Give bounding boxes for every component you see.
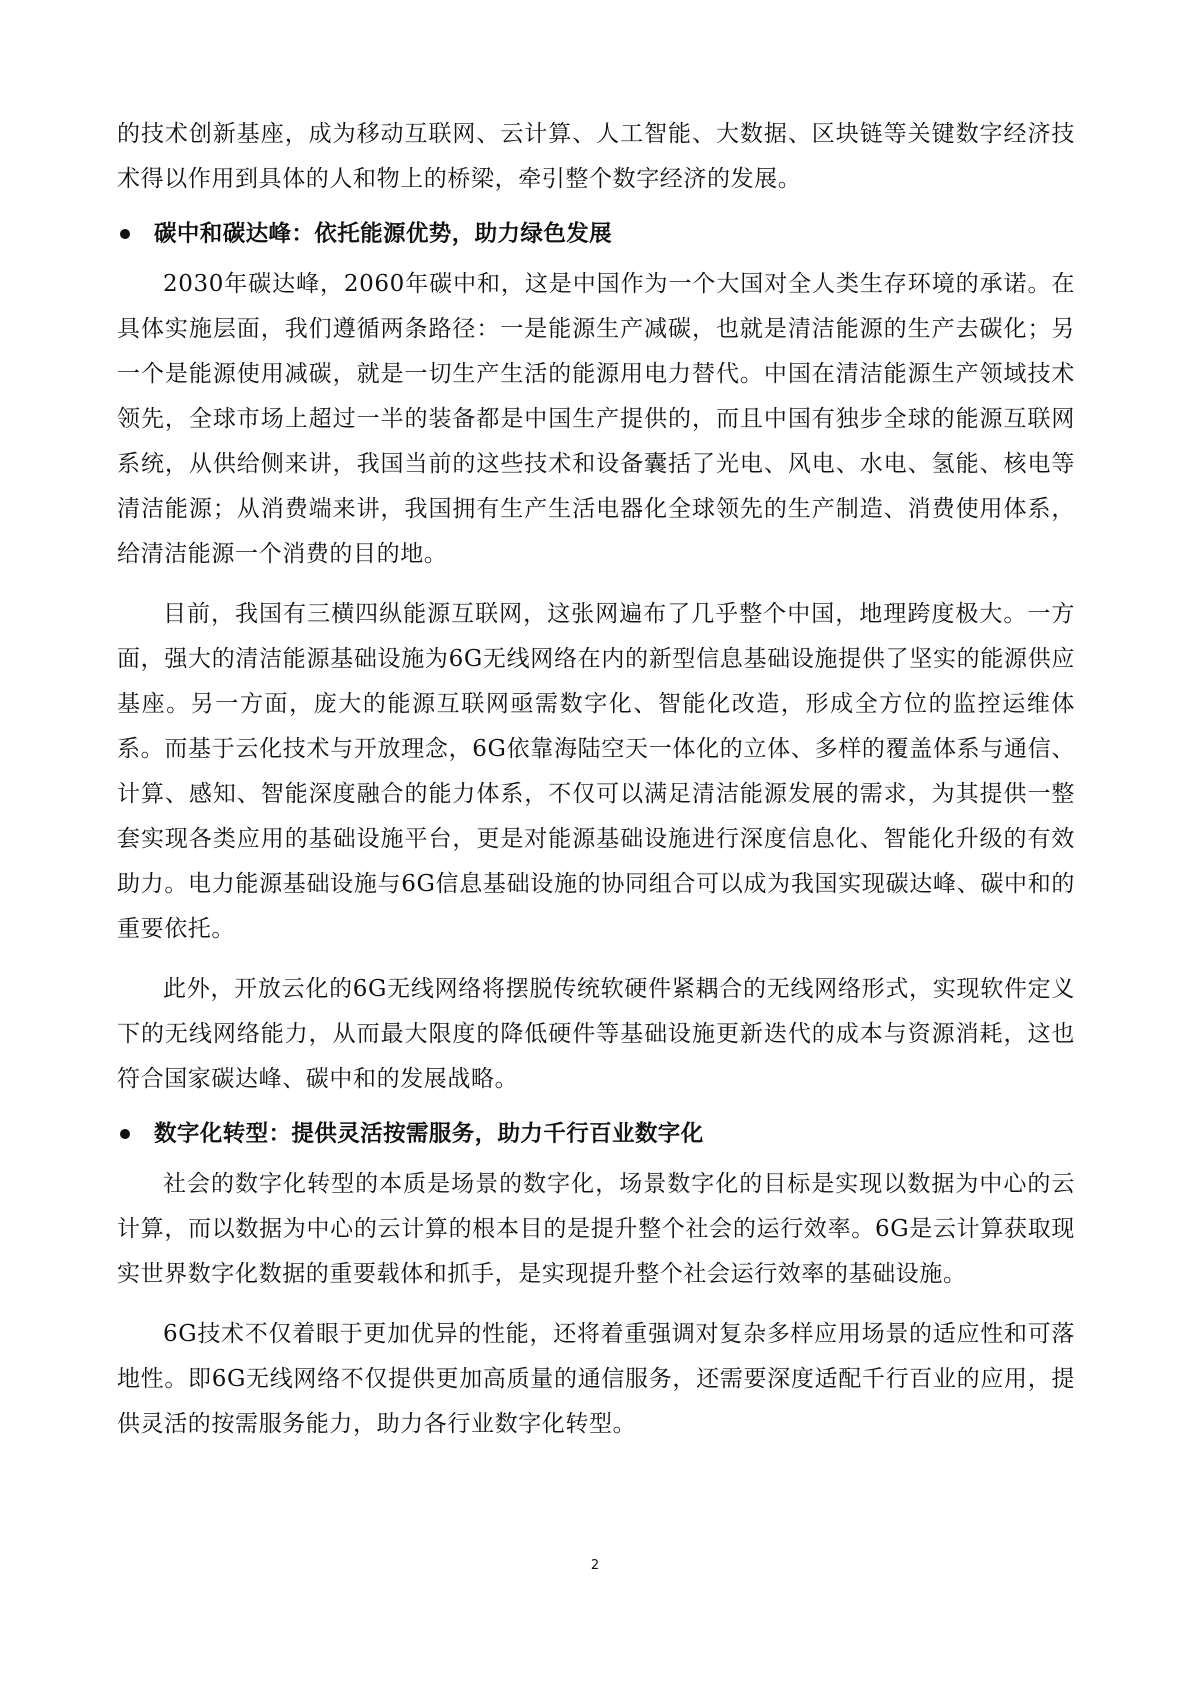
bullet-icon bbox=[120, 1129, 130, 1139]
section-heading-carbon bbox=[117, 212, 1075, 256]
page-number: 2 bbox=[590, 1558, 600, 1573]
paragraph-continuation: 的技术创新基座，成为移动互联网、云计算、人工智能、大数据、区块链等关键数字经济技术得以作用到具体的人和物上的桥梁，牵引整个数字经济的发展。 bbox=[117, 121, 1075, 192]
bullet-icon bbox=[120, 229, 130, 239]
document-body bbox=[117, 112, 1075, 1447]
paragraph-digital-transformation: 社会的数字化转型的本质是场景的数字化，场景数字化的目标是实现以数据为中心的云计算，而以数据为中心的云计算的根本目的是提升整个社会的运行效率。6G是云计算获取现实世界数字化数据的重要载体和抓手，是实现提升整个社会运行效率的基础设施。 bbox=[117, 1171, 1075, 1287]
section-heading-digital bbox=[117, 1112, 1075, 1156]
paragraph-open-cloud: 此外，开放云化的6G无线网络将摆脱传统软硬件紧耦合的无线网络形式，实现软件定义下的无线网络能力，从而最大限度的降低硬件等基础设施更新迭代的成本与资源消耗，这也符合国家碳达峰、碳中和的发展战略。 bbox=[117, 976, 1075, 1092]
paragraph-6g-services: 6G技术不仅着眼于更加优异的性能，还将着重强调对复杂多样应用场景的适应性和可落地性。即6G无线网络不仅提供更加高质量的通信服务，还需要深度适配千行百业的应用，提供灵活的按需服务能力，助力各行业数字化转型。 bbox=[117, 1321, 1075, 1437]
paragraph-carbon-commitment: 2030年碳达峰，2060年碳中和，这是中国作为一个大国对全人类生存环境的承诺。在具体实施层面，我们遵循两条路径：一是能源生产减碳，也就是清洁能源的生产去碳化；另一个是能源使用减碳，就是一切生产生活的能源用电力替代。中国在清洁能源生产领域技术领先，全球市场上超过一半的装备都是中国生产提供的，而且中国有独步全球的能源互联网系统，从供给侧来讲，我国当前的这些技术和设备囊括了光电、风电、水电、氢能、核电等清洁能源；从消费端来讲，我国拥有生产生活电器化全球领先的生产制造、消费使用体系，给清洁能源一个消费的目的地。 bbox=[117, 271, 1075, 567]
section-heading-text: 碳中和碳达峰：依托能源优势，助力绿色发展 bbox=[154, 221, 613, 247]
section-heading-text: 数字化转型：提供灵活按需服务，助力千行百业数字化 bbox=[154, 1121, 704, 1147]
paragraph-energy-internet: 目前，我国有三横四纵能源互联网，这张网遍布了几乎整个中国，地理跨度极大。一方面，强大的清洁能源基础设施为6G无线网络在内的新型信息基础设施提供了坚实的能源供应基座。另一方面，庞大的能源互联网亟需数字化、智能化改造，形成全方位的监控运维体系。而基于云化技术与开放理念，6G依靠海陆空天一体化的立体、多样的覆盖体系与通信、计算、感知、智能深度融合的能力体系，不仅可以满足清洁能源发展的需求，为其提供一整套实现各类应用的基础设施平台，更是对能源基础设施进行深度信息化、智能化升级的有效助力。电力能源基础设施与6G信息基础设施的协同组合可以成为我国实现碳达峰、碳中和的重要依托。 bbox=[117, 601, 1075, 942]
